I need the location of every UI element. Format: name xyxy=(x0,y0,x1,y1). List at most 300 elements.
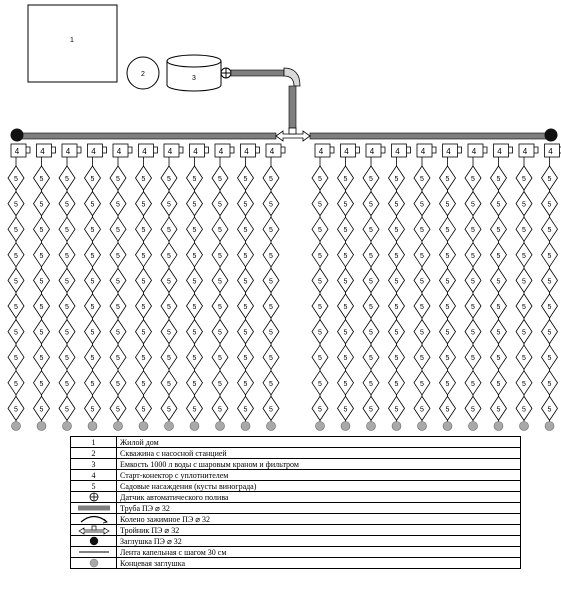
plant-label: 5 xyxy=(369,252,373,260)
end-cap xyxy=(37,422,46,431)
plant xyxy=(238,243,254,267)
drip-line xyxy=(312,144,334,431)
plant-label: 5 xyxy=(141,201,146,209)
plant xyxy=(440,396,456,420)
plant-label: 5 xyxy=(522,304,526,311)
tee-icon xyxy=(74,525,114,535)
plant xyxy=(516,166,532,190)
legend-key xyxy=(71,492,117,503)
plant xyxy=(161,320,177,344)
plant xyxy=(8,320,24,344)
legend-key: 3 xyxy=(71,459,117,470)
plant xyxy=(389,217,405,241)
plant xyxy=(491,192,507,216)
plant xyxy=(363,243,379,267)
connector xyxy=(315,144,334,157)
plant xyxy=(312,268,328,292)
plant-label: 5 xyxy=(420,227,424,235)
plant xyxy=(187,243,203,267)
plant xyxy=(238,268,254,292)
plant-label: 5 xyxy=(192,201,197,209)
plant-label: 5 xyxy=(167,278,171,286)
legend-text: Концевая заглушка xyxy=(117,558,521,569)
plant xyxy=(312,217,328,241)
plant xyxy=(59,294,75,318)
plant-label: 5 xyxy=(420,406,424,414)
plant-label: 5 xyxy=(369,227,373,235)
plant xyxy=(136,268,152,292)
plant xyxy=(187,345,203,369)
plant xyxy=(85,294,101,318)
connector xyxy=(139,144,158,157)
plant xyxy=(161,166,177,190)
plant xyxy=(263,243,279,267)
plant-label: 5 xyxy=(218,355,222,363)
plant-label: 5 xyxy=(39,278,44,286)
plant xyxy=(212,166,228,190)
connector-label: 4 xyxy=(446,147,451,156)
plant xyxy=(8,268,24,292)
plant-label: 5 xyxy=(65,380,69,388)
plant xyxy=(34,294,50,318)
plant xyxy=(110,243,126,267)
plant-label: 5 xyxy=(445,329,450,337)
plant xyxy=(516,371,532,395)
plant xyxy=(136,243,152,267)
plant-label: 5 xyxy=(420,201,424,209)
plant-label: 5 xyxy=(39,201,44,209)
plant-label: 5 xyxy=(65,406,69,414)
plant xyxy=(312,345,328,369)
plant-label: 5 xyxy=(14,252,18,260)
legend-row xyxy=(71,547,521,558)
plant-label: 5 xyxy=(343,406,348,414)
plant-label: 5 xyxy=(90,355,95,363)
plant xyxy=(110,268,126,292)
drip-line xyxy=(85,144,107,431)
connector xyxy=(341,144,360,157)
plant xyxy=(465,345,481,369)
plant xyxy=(110,166,126,190)
plant-label: 5 xyxy=(496,304,501,311)
plant-label: 5 xyxy=(39,380,44,388)
end-cap xyxy=(545,422,554,431)
plant xyxy=(542,192,558,216)
tank-label: 3 xyxy=(192,75,196,82)
plant-label: 5 xyxy=(14,380,18,388)
plant-label: 5 xyxy=(243,355,248,363)
plant-label: 5 xyxy=(394,176,399,183)
plant-label: 5 xyxy=(65,355,69,363)
plant xyxy=(465,396,481,420)
plant-label: 5 xyxy=(522,380,526,388)
main-pipe-right xyxy=(310,133,551,139)
connector xyxy=(37,144,56,157)
tank-icon xyxy=(167,55,221,91)
plant xyxy=(238,345,254,369)
connector-label: 4 xyxy=(167,147,173,156)
plant-label: 5 xyxy=(420,380,424,388)
plant-label: 5 xyxy=(39,329,44,337)
plant-label: 5 xyxy=(445,252,450,260)
plant-label: 5 xyxy=(445,227,450,235)
drip-line xyxy=(389,144,411,431)
legend-row xyxy=(71,437,521,448)
plant-label: 5 xyxy=(192,278,197,286)
plant-label: 5 xyxy=(343,329,348,337)
plant xyxy=(238,396,254,420)
legend-row xyxy=(71,459,521,470)
plant-label: 5 xyxy=(167,329,171,337)
plant-label: 5 xyxy=(369,304,373,311)
drip-line xyxy=(542,144,561,431)
legend-row xyxy=(71,448,521,459)
plant-label: 5 xyxy=(243,201,248,209)
plant-label: 5 xyxy=(369,201,373,209)
drip-line xyxy=(338,144,360,431)
plant xyxy=(110,192,126,216)
plant xyxy=(516,268,532,292)
connector-label: 4 xyxy=(116,147,122,156)
plant-label: 5 xyxy=(471,201,475,209)
supply-pipe xyxy=(231,70,284,76)
plant xyxy=(212,192,228,216)
plant xyxy=(440,243,456,267)
plant-label: 5 xyxy=(343,304,348,311)
end-cap xyxy=(12,422,21,431)
legend-row xyxy=(71,492,521,503)
plant xyxy=(440,268,456,292)
plant-label: 5 xyxy=(269,355,273,363)
plant-label: 5 xyxy=(192,380,197,388)
plant-label: 5 xyxy=(547,227,552,235)
plant xyxy=(187,294,203,318)
plant xyxy=(238,166,254,190)
plant-label: 5 xyxy=(522,406,526,414)
plant-label: 5 xyxy=(420,252,424,260)
plant-label: 5 xyxy=(243,252,248,260)
connector-label: 4 xyxy=(193,147,198,156)
plant xyxy=(34,217,50,241)
connector-label: 4 xyxy=(218,147,224,156)
plant xyxy=(338,345,354,369)
plant xyxy=(465,294,481,318)
plant xyxy=(465,371,481,395)
plant xyxy=(110,217,126,241)
plant xyxy=(516,320,532,344)
plant xyxy=(389,268,405,292)
plant xyxy=(161,217,177,241)
plant-label: 5 xyxy=(318,278,322,286)
plant xyxy=(363,371,379,395)
plant xyxy=(136,371,152,395)
plant xyxy=(136,345,152,369)
plant-label: 5 xyxy=(218,227,222,235)
tee-icon xyxy=(276,128,310,141)
plant-label: 5 xyxy=(445,176,450,183)
plant xyxy=(187,371,203,395)
plant xyxy=(110,294,126,318)
connector xyxy=(494,144,513,157)
plant-label: 5 xyxy=(65,278,69,286)
plant xyxy=(338,217,354,241)
plant-label: 5 xyxy=(167,380,171,388)
plant-label: 5 xyxy=(90,176,95,183)
plant-label: 5 xyxy=(167,176,171,183)
legend-key: 5 xyxy=(71,481,117,492)
plant-label: 5 xyxy=(496,278,501,286)
plant-label: 5 xyxy=(90,380,95,388)
plant xyxy=(59,217,75,241)
plant xyxy=(263,192,279,216)
plant-label: 5 xyxy=(496,406,501,414)
plant xyxy=(59,396,75,420)
connector-label: 4 xyxy=(91,147,96,156)
plant xyxy=(187,396,203,420)
plant-label: 5 xyxy=(343,355,348,363)
main-pipe-left xyxy=(18,133,276,139)
plant xyxy=(414,192,430,216)
end-cap xyxy=(63,422,72,431)
plant-label: 5 xyxy=(394,227,399,235)
plant-label: 5 xyxy=(496,329,501,337)
plant xyxy=(414,294,430,318)
plant-label: 5 xyxy=(394,252,399,260)
legend-row xyxy=(71,558,521,569)
plant xyxy=(238,320,254,344)
plant-label: 5 xyxy=(496,380,501,388)
plant-label: 5 xyxy=(243,176,248,183)
plant xyxy=(263,371,279,395)
plant-label: 5 xyxy=(14,176,18,183)
legend-key xyxy=(71,558,117,569)
connector xyxy=(113,144,132,157)
plant-label: 5 xyxy=(394,278,399,286)
end-cap xyxy=(469,422,478,431)
drip-line xyxy=(187,144,209,431)
house-label: 1 xyxy=(70,37,74,44)
plant-label: 5 xyxy=(547,329,552,337)
plant xyxy=(516,345,532,369)
plant xyxy=(263,345,279,369)
end-cap xyxy=(190,422,199,431)
legend-key xyxy=(71,525,117,536)
plant-label: 5 xyxy=(269,406,273,414)
plant xyxy=(85,396,101,420)
connector xyxy=(366,144,385,157)
plant-label: 5 xyxy=(394,355,399,363)
plant xyxy=(542,243,558,267)
plant-label: 5 xyxy=(420,278,424,286)
plant-label: 5 xyxy=(496,252,501,260)
plant-label: 5 xyxy=(218,406,222,414)
pipe-icon xyxy=(74,503,114,513)
plant xyxy=(212,294,228,318)
plant xyxy=(516,294,532,318)
drip-line xyxy=(465,144,487,431)
connector xyxy=(241,144,260,157)
plant-label: 5 xyxy=(90,329,95,337)
plant-label: 5 xyxy=(343,176,348,183)
plant xyxy=(187,217,203,241)
plant xyxy=(363,166,379,190)
connector-label: 4 xyxy=(548,147,553,156)
drip-lines xyxy=(8,144,561,431)
plant xyxy=(212,243,228,267)
drip-line xyxy=(440,144,462,431)
plant xyxy=(8,166,24,190)
plant-label: 5 xyxy=(420,304,424,311)
plant xyxy=(238,217,254,241)
plant-label: 5 xyxy=(318,227,322,235)
plant-label: 5 xyxy=(90,406,95,414)
plant xyxy=(110,396,126,420)
connector-label: 4 xyxy=(420,147,426,156)
plant-label: 5 xyxy=(496,176,501,183)
legend-key: 2 xyxy=(71,448,117,459)
connector-label: 4 xyxy=(269,147,275,156)
end-cap xyxy=(88,422,97,431)
plant xyxy=(491,371,507,395)
plant xyxy=(338,243,354,267)
plant xyxy=(491,243,507,267)
plant xyxy=(338,320,354,344)
plant xyxy=(465,320,481,344)
plant xyxy=(338,166,354,190)
legend-row xyxy=(71,481,521,492)
plant xyxy=(34,268,50,292)
plant xyxy=(440,166,456,190)
plant-label: 5 xyxy=(471,380,475,388)
plant-label: 5 xyxy=(65,329,69,337)
drip-line xyxy=(136,144,158,431)
plant-label: 5 xyxy=(445,201,450,209)
plant xyxy=(465,268,481,292)
connector xyxy=(545,144,561,157)
plant-label: 5 xyxy=(116,227,120,235)
plant xyxy=(161,371,177,395)
drip-line xyxy=(212,144,234,431)
connector xyxy=(417,144,436,157)
plant-label: 5 xyxy=(343,252,348,260)
connector xyxy=(392,144,411,157)
legend-row xyxy=(71,470,521,481)
plant-label: 5 xyxy=(116,252,120,260)
connector xyxy=(468,144,487,157)
plant xyxy=(363,294,379,318)
plant xyxy=(542,268,558,292)
legend-key xyxy=(71,503,117,514)
connector xyxy=(266,144,285,157)
plant xyxy=(110,371,126,395)
drip-line xyxy=(110,144,132,431)
plant xyxy=(136,192,152,216)
plant xyxy=(414,345,430,369)
elbow-icon xyxy=(74,514,114,524)
end-cap xyxy=(392,422,401,431)
legend-text: Труба ПЭ ⌀ 32 xyxy=(117,503,521,514)
plant-label: 5 xyxy=(318,176,322,183)
connector xyxy=(215,144,234,157)
plant-label: 5 xyxy=(141,380,146,388)
plant xyxy=(212,268,228,292)
plant xyxy=(85,243,101,267)
plant xyxy=(465,166,481,190)
plant xyxy=(516,192,532,216)
end-cap-icon xyxy=(74,558,114,568)
plant-label: 5 xyxy=(496,355,501,363)
plant-label: 5 xyxy=(522,329,526,337)
plant xyxy=(263,396,279,420)
plant xyxy=(312,294,328,318)
plant-label: 5 xyxy=(471,406,475,414)
connector xyxy=(443,144,462,157)
legend-row xyxy=(71,503,521,514)
plant-label: 5 xyxy=(343,380,348,388)
plant xyxy=(8,243,24,267)
plant xyxy=(312,371,328,395)
connector-label: 4 xyxy=(344,147,349,156)
drip-line xyxy=(238,144,260,431)
plant-label: 5 xyxy=(547,406,552,414)
drip-line xyxy=(491,144,513,431)
plant-label: 5 xyxy=(141,176,146,183)
plant xyxy=(34,396,50,420)
plant xyxy=(8,396,24,420)
legend-key: 1 xyxy=(71,437,117,448)
plant xyxy=(338,192,354,216)
plant-label: 5 xyxy=(116,201,120,209)
legend-key xyxy=(71,514,117,525)
plant-label: 5 xyxy=(192,227,197,235)
plant-label: 5 xyxy=(522,227,526,235)
plant-label: 5 xyxy=(420,355,424,363)
plant xyxy=(8,192,24,216)
plant-label: 5 xyxy=(471,329,475,337)
plant xyxy=(161,294,177,318)
plant-label: 5 xyxy=(318,355,322,363)
plant-label: 5 xyxy=(445,278,450,286)
legend-text: Тройник ПЭ ⌀ 32 xyxy=(117,525,521,536)
plant xyxy=(414,320,430,344)
plant xyxy=(542,396,558,420)
plant-label: 5 xyxy=(141,252,146,260)
plant-label: 5 xyxy=(522,176,526,183)
plant-label: 5 xyxy=(218,304,222,311)
plant xyxy=(440,217,456,241)
plant xyxy=(136,320,152,344)
plant xyxy=(110,320,126,344)
plant-label: 5 xyxy=(269,227,273,235)
plant xyxy=(440,371,456,395)
legend-row xyxy=(71,536,521,547)
plant-label: 5 xyxy=(167,355,171,363)
drip-tape-icon xyxy=(74,547,114,557)
legend-text: Емкость 1000 л воды с шаровым краном и фильтром xyxy=(117,459,521,470)
plant-label: 5 xyxy=(394,406,399,414)
plant-label: 5 xyxy=(141,304,146,311)
plant-label: 5 xyxy=(218,252,222,260)
drip-line xyxy=(34,144,56,431)
connector-label: 4 xyxy=(369,147,375,156)
end-cap xyxy=(341,422,350,431)
plant-label: 5 xyxy=(445,406,450,414)
legend-key xyxy=(71,536,117,547)
connector-label: 4 xyxy=(142,147,147,156)
plant-label: 5 xyxy=(218,201,222,209)
plant xyxy=(263,217,279,241)
plug-right xyxy=(545,129,558,142)
